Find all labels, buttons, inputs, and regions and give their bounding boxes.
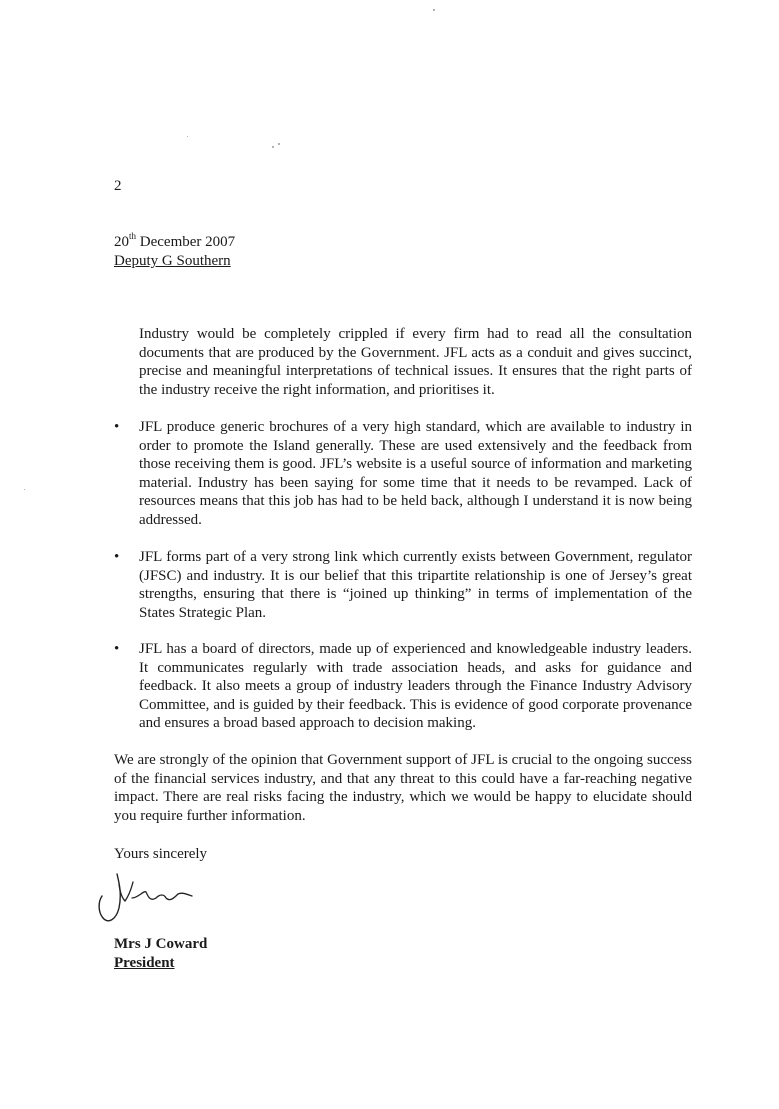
date-rest: December 2007 xyxy=(136,234,236,250)
scan-speck xyxy=(272,146,274,148)
bullet-marker: • xyxy=(114,419,120,435)
signer-name: Mrs J Coward xyxy=(114,936,208,952)
scan-speck xyxy=(433,9,435,11)
handwritten-signature xyxy=(92,868,202,930)
letter-date xyxy=(114,233,235,252)
bullet-marker: • xyxy=(114,641,120,657)
date-day: 20 xyxy=(114,234,129,250)
scan-speck xyxy=(187,136,188,137)
date-suffix: th xyxy=(129,231,137,241)
bullet-text: JFL produce generic brochures of a very high standard, which are available to industry in order to promote the Island generally. These are used extensively and the feedback from those receiving them is good. JFL’s website is a useful source of information and marketing material. Industry has been saying for some time that it needs to be revamped. Lack of resources means that this job has had to be held back, although I understand it is now being addressed. xyxy=(139,419,692,528)
scan-speck xyxy=(24,489,25,490)
bullet-text: JFL has a board of directors, made up of experienced and knowledgeable industry leaders. It communicates regularly with trade association heads, and asks for guidance and feedback. It also meets a group of industry leaders through the Finance Industry Advisory Committee, and is guided by their feedback. This is evidence of good corporate provenance and ensures a broad based approach to decision making. xyxy=(139,641,692,732)
bullet-marker: • xyxy=(114,549,120,565)
closing-paragraph: We are strongly of the opinion that Government support of JFL is crucial to the ongoing success of the financial services industry, and that any threat to this could have a far-reaching negative impact. There are real risks facing the industry, which we would be happy to elucidate should you require further information. xyxy=(114,752,692,824)
sign-off: Yours sincerely xyxy=(114,846,208,862)
bullet-text: JFL forms part of a very strong link which currently exists between Government, regulator (JFSC) and industry. It is our belief that this tripartite relationship is one of Jersey’s great strengths, ensuring that there is “joined up thinking” in terms of implementation of the States Strategic Plan. xyxy=(139,549,692,621)
page-number: 2 xyxy=(114,178,122,194)
scan-speck xyxy=(278,143,280,145)
signer-title: President xyxy=(114,955,175,971)
recipient: Deputy G Southern xyxy=(114,253,231,269)
intro-paragraph: Industry would be completely crippled if every firm had to read all the consultation documents that are produced by the Government. JFL acts as a conduit and gives succinct, precise and meaningful interpretations of technical issues. It ensures that the right parts of the industry receive the right information, and prioritises it. xyxy=(139,326,692,398)
